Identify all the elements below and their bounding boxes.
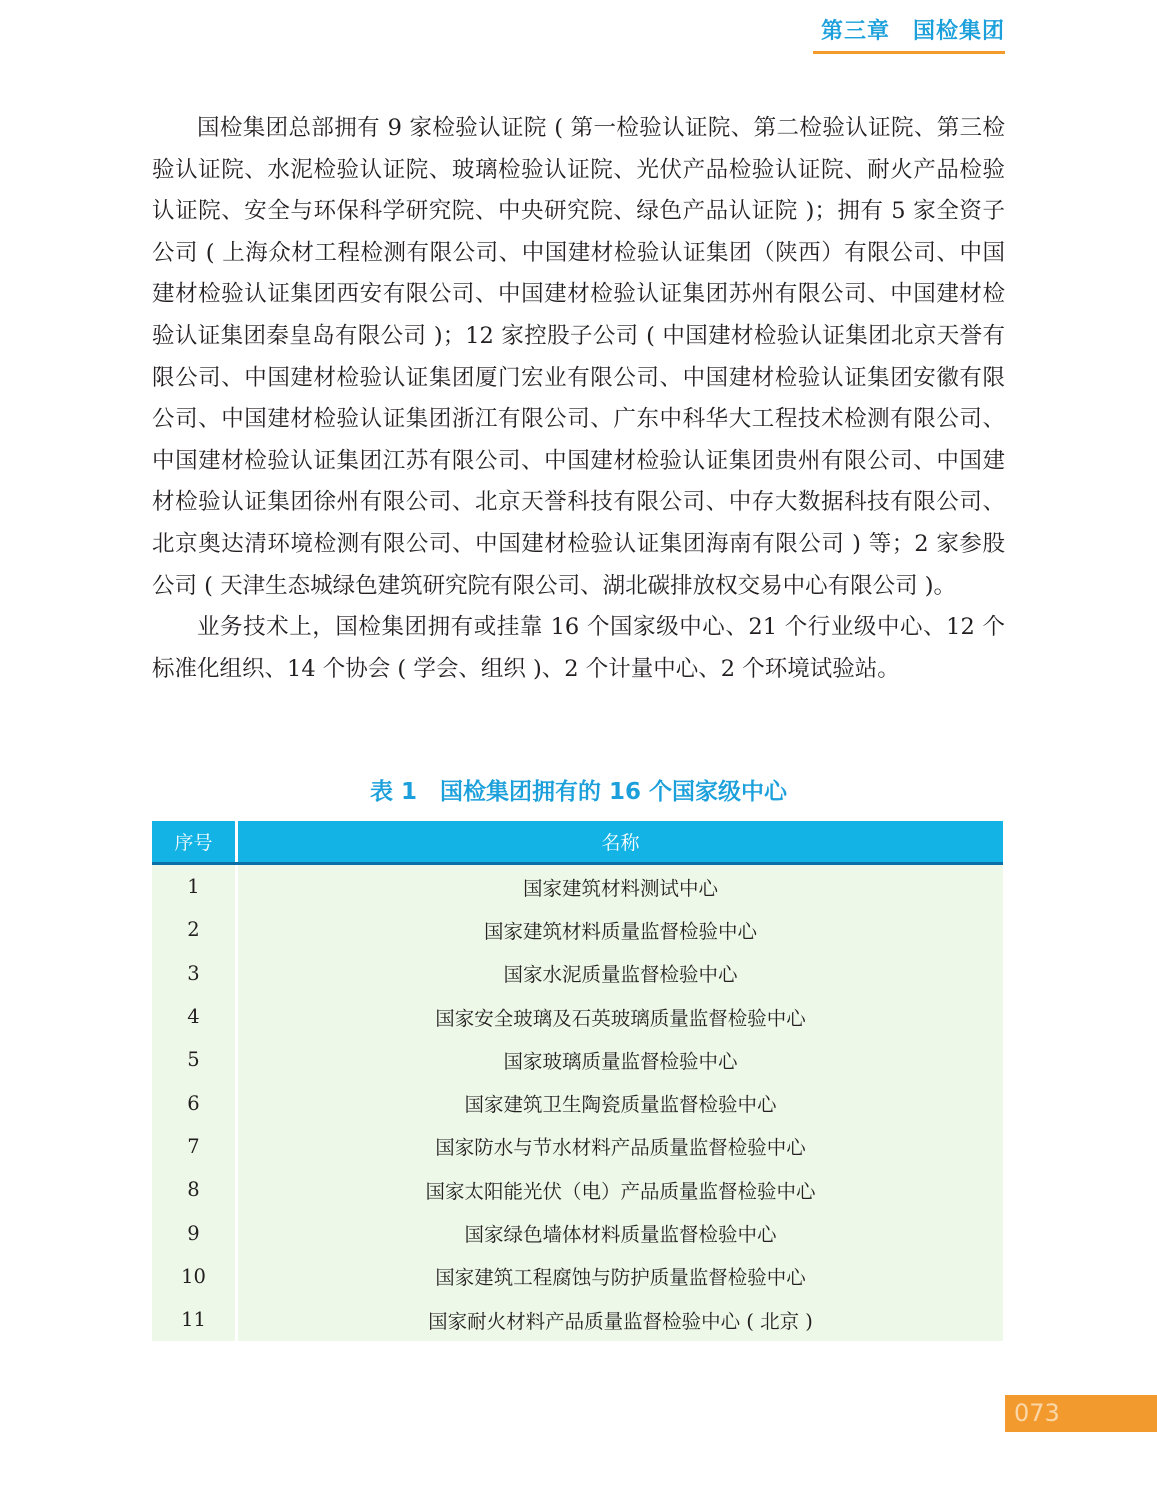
- table-row: [152, 1038, 1003, 1081]
- chapter-underline: [813, 51, 1005, 54]
- row-number: 11: [152, 1298, 237, 1341]
- table-row: [152, 1081, 1003, 1124]
- row-number: 4: [152, 995, 237, 1038]
- chapter-header: [813, 14, 1005, 54]
- row-number: 1: [152, 864, 237, 909]
- table-row: [152, 1211, 1003, 1254]
- row-name: 国家建筑工程腐蚀与防护质量监督检验中心: [237, 1255, 1004, 1298]
- row-name: 国家安全玻璃及石英玻璃质量监督检验中心: [237, 995, 1004, 1038]
- page-number: 073: [1005, 1395, 1157, 1432]
- row-number: 7: [152, 1125, 237, 1168]
- row-name: 国家水泥质量监督检验中心: [237, 952, 1004, 995]
- row-name: 国家耐火材料产品质量监督检验中心 ( 北京 ): [237, 1298, 1004, 1341]
- column-header-name: 名称: [237, 821, 1004, 864]
- row-number: 10: [152, 1255, 237, 1298]
- row-number: 2: [152, 908, 237, 951]
- table-header-row: [152, 821, 1003, 864]
- column-header-number: 序号: [152, 821, 237, 864]
- row-number: 9: [152, 1211, 237, 1254]
- row-name: 国家建筑卫生陶瓷质量监督检验中心: [237, 1081, 1004, 1124]
- row-name: 国家太阳能光伏（电）产品质量监督检验中心: [237, 1168, 1004, 1211]
- table-caption: 表 1 国检集团拥有的 16 个国家级中心: [369, 779, 788, 805]
- row-name: 国家绿色墙体材料质量监督检验中心: [237, 1211, 1004, 1254]
- row-number: 8: [152, 1168, 237, 1211]
- table-row: [152, 995, 1003, 1038]
- paragraph-technical-centers: 业务技术上，国检集团拥有或挂靠 16 个国家级中心、21 个行业级中心、12 个标准化组织、14 个协会 ( 学会、组织 )、2 个计量中心、2 个环境试验站。: [152, 614, 1005, 682]
- row-number: 5: [152, 1038, 237, 1081]
- table-row: [152, 1298, 1003, 1341]
- paragraph-subsidiaries: 国检集团总部拥有 9 家检验认证院 ( 第一检验认证院、第二检验认证院、第三检验认证院、水泥检验认证院、玻璃检验认证院、光伏产品检验认证院、耐火产品检验认证院、安全与环保科学研究院、中央研究院、绿色产品认证院 )；拥有 5 家全资子公司 ( 上海众材工程检测有限公司、中国建材检验认证集团（陕西）有限公司、中国建材检验认证集团西安有限公司、中国建材检验认证集团苏州有限公司、中国建材检验认证集团秦皇岛有限公司 )；12 家控股子公司 ( 中国建材检验认证集团北京天誉有限公司、中国建材检验认证集团厦门宏业有限公司、中国建材检验认证集团安徽有限公司、中国建材检验认证集团浙江有限公司、广东中科华大工程技术检测有限公司、中国建材检验认证集团江苏有限公司、中国建材检验认证集团贵州有限公司、中国建材检验认证集团徐州有限公司、北京天誉科技有限公司、中存大数据科技有限公司、北京奥达清环境检测有限公司、中国建材检验认证集团海南有限公司 ) 等；2 家参股公司 ( 天津生态城绿色建筑研究院有限公司、湖北碳排放权交易中心有限公司 )。: [152, 115, 1005, 599]
- table-row: [152, 1125, 1003, 1168]
- table-row: [152, 864, 1003, 909]
- chapter-title: 第三章 国检集团: [820, 19, 1005, 44]
- row-name: 国家建筑材料质量监督检验中心: [237, 908, 1004, 951]
- table-row: [152, 908, 1003, 951]
- row-name: 国家建筑材料测试中心: [237, 864, 1004, 909]
- table-row: [152, 1168, 1003, 1211]
- row-name: 国家防水与节水材料产品质量监督检验中心: [237, 1125, 1004, 1168]
- table-row: [152, 1255, 1003, 1298]
- row-number: 6: [152, 1081, 237, 1124]
- row-number: 3: [152, 952, 237, 995]
- national-centers-table: [152, 821, 1003, 1341]
- row-name: 国家玻璃质量监督检验中心: [237, 1038, 1004, 1081]
- body-text: [152, 108, 1005, 690]
- table-row: [152, 952, 1003, 995]
